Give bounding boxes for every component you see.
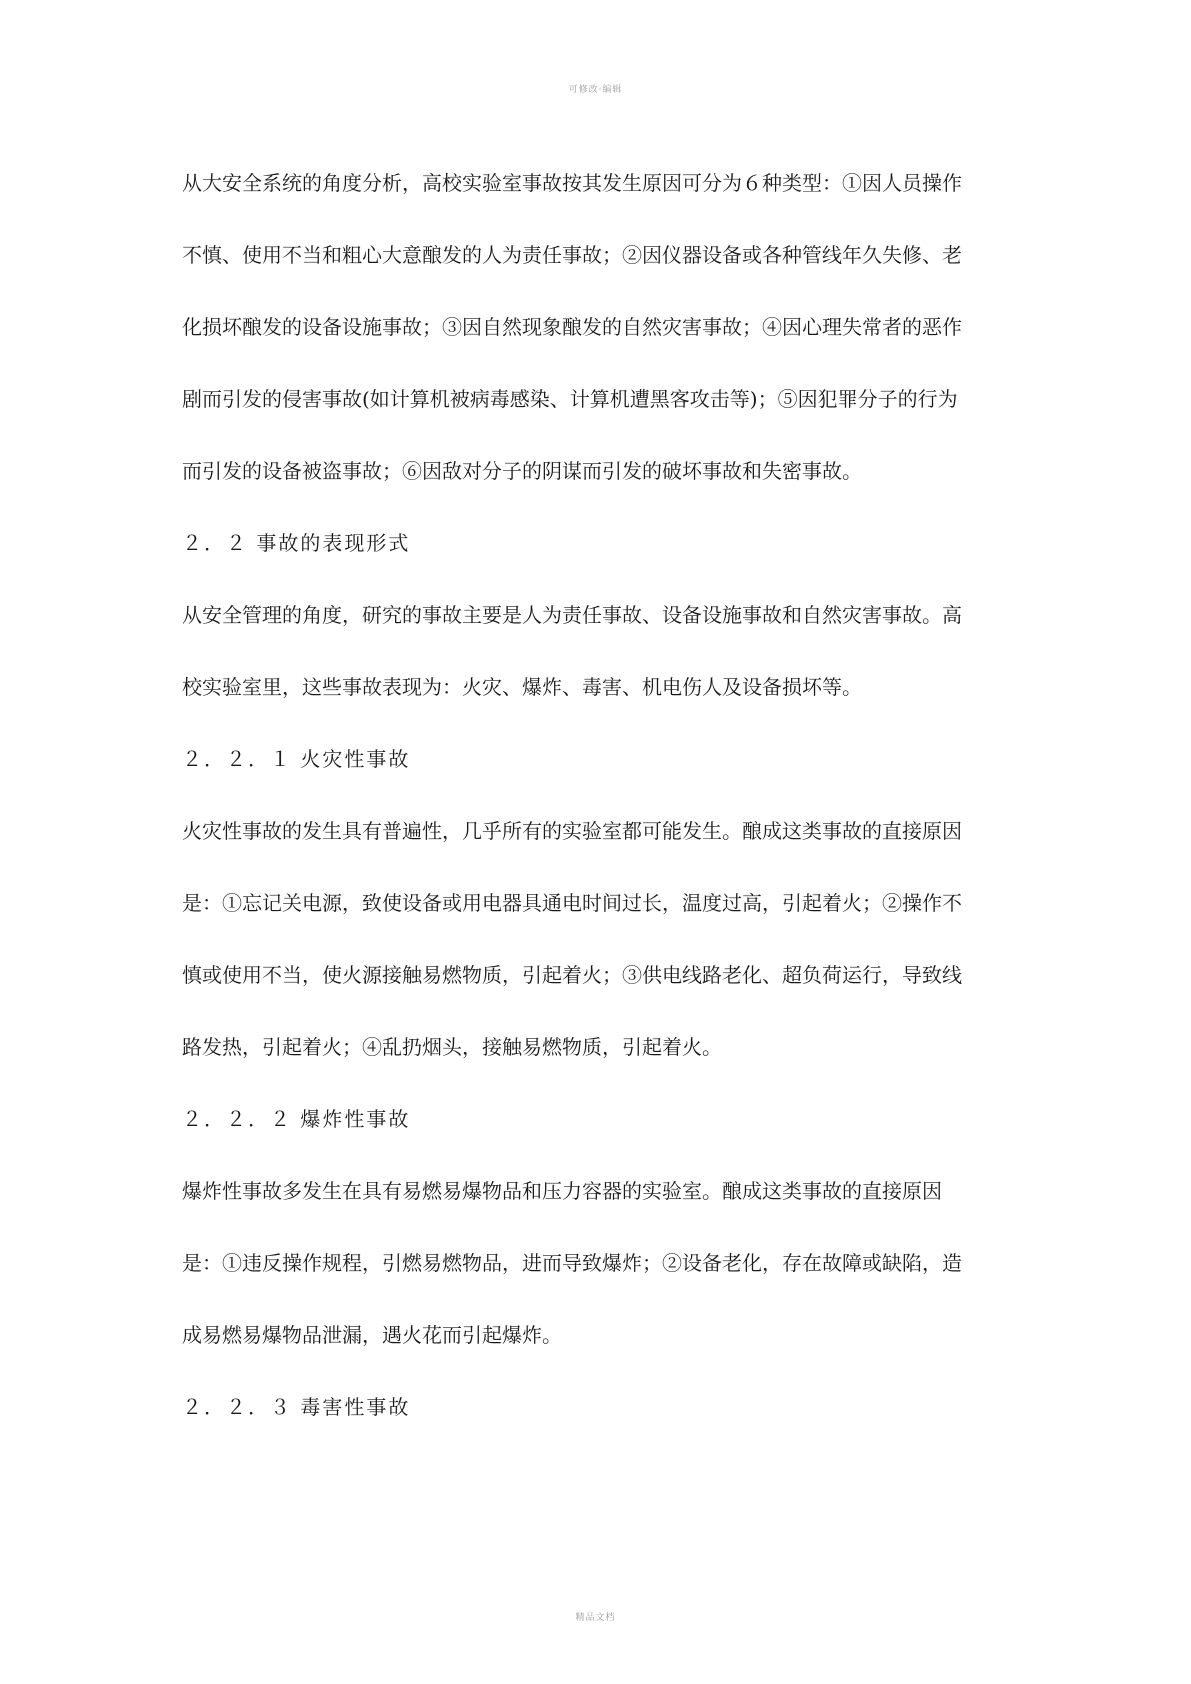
paragraph-line: 从安全管理的角度，研究的事故主要是人为责任事故、设备设施事故和自然灾害事故。高 [182, 603, 962, 627]
paragraph-line: 成易燃易爆物品泄漏，遇火花而引起爆炸。 [182, 1323, 562, 1347]
paragraph-line: 校实验室里，这些事故表现为：火灾、爆炸、毒害、机电伤人及设备损坏等。 [182, 675, 862, 699]
paragraph-line: 剧而引发的侵害事故(如计算机被病毒感染、计算机遭黑客攻击等)；⑤因犯罪分子的行为 [182, 387, 958, 411]
paragraph-line: 不慎、使用不当和粗心大意酿发的人为责任事故；②因仪器设备或各种管线年久失修、老 [182, 243, 962, 267]
section-heading: ２．２ 事故的表现形式 [182, 531, 411, 555]
paragraph-line: 从大安全系统的角度分析，高校实验室事故按其发生原因可分为６种类型：①因人员操作 [182, 171, 962, 195]
section-heading: ２．２．２ 爆炸性事故 [182, 1107, 411, 1131]
section-heading: ２．２．１ 火灾性事故 [182, 747, 411, 771]
paragraph-line: 化损坏酿发的设备设施事故；③因自然现象酿发的自然灾害事故；④因心理失常者的恶作 [182, 315, 962, 339]
paragraph-line: 慎或使用不当，使火源接触易燃物质，引起着火；③供电线路老化、超负荷运行，导致线 [182, 963, 962, 987]
page-footer: 精品文档 [575, 1613, 616, 1623]
paragraph-line: 是：①违反操作规程，引燃易燃物品，进而导致爆炸；②设备老化，存在故障或缺陷，造 [182, 1251, 962, 1275]
paragraph-line: 是：①忘记关电源，致使设备或用电器具通电时间过长，温度过高，引起着火；②操作不 [182, 891, 962, 915]
page-header: 可修改·编辑 [568, 85, 623, 95]
paragraph-line: 路发热，引起着火；④乱扔烟头，接触易燃物质，引起着火。 [182, 1035, 722, 1059]
paragraph-line: 爆炸性事故多发生在具有易燃易爆物品和压力容器的实验室。酿成这类事故的直接原因 [182, 1179, 942, 1203]
section-heading: ２．２．３ 毒害性事故 [182, 1395, 411, 1419]
paragraph-line: 火灾性事故的发生具有普遍性，几乎所有的实验室都可能发生。酿成这类事故的直接原因 [182, 819, 962, 843]
paragraph-line: 而引发的设备被盗事故；⑥因敌对分子的阴谋而引发的破坏事故和失密事故。 [182, 459, 862, 483]
